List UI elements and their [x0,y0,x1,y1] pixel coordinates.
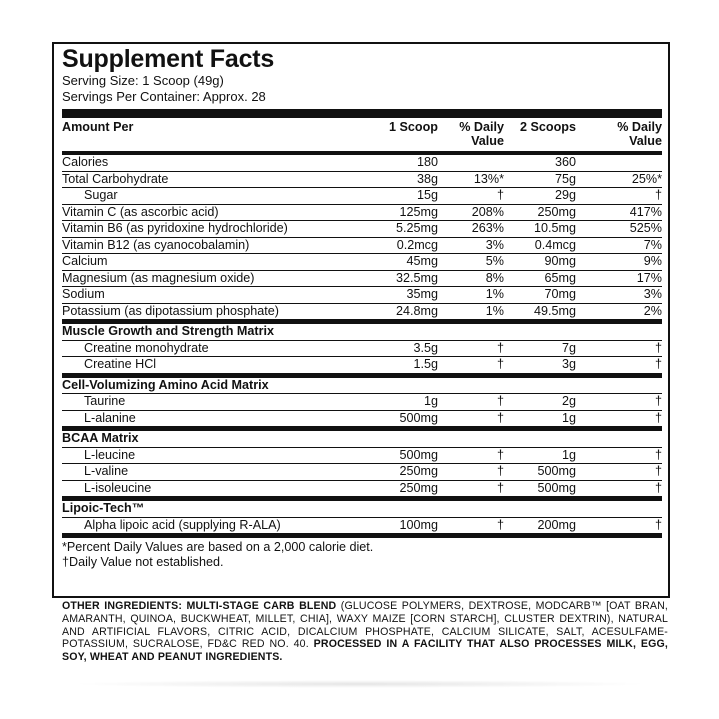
matrix-ingredient-row [62,448,662,465]
cell-amount-2-scoops: 7g [561,340,576,355]
footnote-dagger: †Daily Value not established. [62,555,224,569]
footnote-percent-daily: *Percent Daily Values are based on a 2,000 calorie diet. [62,540,374,554]
matrix-section-title: Lipoic-Tech™ [62,497,662,518]
cell-amount-1-scoop: 35mg [406,287,438,301]
header-daily-value-2 [576,120,662,148]
cell-dv-2-scoops: 25%* [631,171,662,186]
cell-dv-1-scoop: † [496,410,504,425]
cell-dv-1-scoop: † [496,447,504,462]
cell-dv-2-scoops: † [654,340,662,355]
cell-amount-2-scoops: 3g [561,357,576,371]
other-ingredients-label: OTHER INGREDIENTS: MULTI-STAGE CARB BLEND [62,600,337,612]
cell-amount-2-scoops: 90mg [544,254,576,268]
cell-name: Creatine monohydrate [84,340,209,355]
cell-dv-1-scoop: 5% [485,254,504,268]
cell-name: Creatine HCl [84,357,157,371]
cell-dv-1-scoop: † [496,394,504,408]
cell-name: L-valine [84,464,129,478]
cell-dv-1-scoop: † [496,517,504,532]
cell-amount-2-scoops: 1g [561,447,576,462]
cell-name: Calcium [62,254,108,268]
cell-amount-2-scoops: 360 [554,155,576,169]
cell-name: L-leucine [84,447,136,462]
header-amount-per: Amount Per [62,120,134,134]
cell-amount-2-scoops: 49.5mg [533,303,576,318]
nutrient-row [62,304,662,321]
cell-name: Sodium [62,287,105,301]
allergen-statement: PROCESSED IN A FACILITY THAT ALSO PROCESSES MILK, EGG, SOY, WHEAT AND PEANUT INGREDIENTS. [62,638,668,664]
header-daily-value-2-line1: % Daily [617,120,662,134]
cell-dv-1-scoop: 263% [471,221,504,235]
panel-title: Supplement Facts [62,45,275,73]
cell-dv-1-scoop: † [496,480,504,495]
cell-dv-2-scoops: † [654,394,662,408]
cell-amount-2-scoops: 500mg [537,464,576,478]
cell-amount-1-scoop: 500mg [399,447,438,462]
header-daily-value-1-line2: Value [471,134,504,148]
cell-name: Vitamin B6 (as pyridoxine hydrochloride) [62,221,288,235]
cell-name: Alpha lipoic acid (supplying R-ALA) [84,517,281,532]
matrix-sections [62,320,662,534]
matrix-ingredient-row [62,341,662,358]
nutrient-row [62,188,662,205]
cell-name: Potassium (as dipotassium phosphate) [62,303,280,318]
matrix-ingredient-row [62,357,662,374]
footnotes [62,534,662,570]
cell-amount-1-scoop: 250mg [399,480,438,495]
cell-dv-2-scoops: † [654,517,662,532]
cell-dv-1-scoop: 13%* [473,171,504,186]
cell-amount-2-scoops: 10.5mg [533,221,576,235]
cell-dv-1-scoop: 1% [485,287,504,301]
cell-amount-2-scoops: 75g [554,171,576,186]
matrix-ingredient-row [62,394,662,411]
column-header-row [62,120,662,155]
drop-shadow [70,680,650,688]
cell-amount-1-scoop: 250mg [399,464,438,478]
cell-amount-1-scoop: 5.25mg [395,221,438,235]
cell-amount-1-scoop: 1g [423,394,438,408]
nutrient-row [62,172,662,189]
cell-dv-1-scoop: † [496,340,504,355]
cell-dv-2-scoops: 417% [629,204,662,219]
other-ingredients [62,600,668,664]
cell-name: Vitamin C (as ascorbic acid) [62,204,219,219]
cell-amount-2-scoops: 2g [561,394,576,408]
cell-amount-1-scoop: 45mg [406,254,438,268]
cell-amount-2-scoops: 200mg [537,517,576,532]
matrix-ingredient-row [62,464,662,481]
cell-name: Sugar [84,188,118,202]
cell-amount-2-scoops: 65mg [544,270,576,285]
cell-dv-2-scoops: 9% [643,254,662,268]
matrix-section-title: BCAA Matrix [62,427,662,448]
nutrient-row [62,205,662,222]
matrix-ingredient-row [62,411,662,428]
cell-dv-2-scoops: † [654,447,662,462]
nutrient-row [62,221,662,238]
cell-name: Vitamin B12 (as cyanocobalamin) [62,237,250,252]
cell-dv-2-scoops: † [654,188,662,202]
matrix-section-title: Muscle Growth and Strength Matrix [62,320,662,341]
cell-amount-1-scoop: 100mg [399,517,438,532]
nutrient-row [62,238,662,255]
cell-dv-2-scoops: † [654,357,662,371]
cell-dv-2-scoops: 17% [636,270,662,285]
cell-dv-2-scoops: 3% [643,287,662,301]
nutrient-row [62,155,662,172]
serving-size: Serving Size: 1 Scoop (49g) [62,73,224,88]
cell-amount-1-scoop: 500mg [399,410,438,425]
cell-name: Magnesium (as magnesium oxide) [62,270,255,285]
cell-amount-1-scoop: 125mg [399,204,438,219]
supplement-facts-panel [52,42,670,598]
cell-dv-1-scoop: 1% [485,303,504,318]
cell-dv-2-scoops: † [654,464,662,478]
cell-amount-1-scoop: 24.8mg [395,303,438,318]
other-ingredients-text: (GLUCOSE POLYMERS, DEXTROSE, MODCARB™ [OAT BRAN, AMARANTH, QUINOA, BUCKWHEAT, MILLET, CHIA], WAXY MAIZE [CORN STARCH], CLUSTER DEXTRIN), NATURAL AND ARTIFICIAL FLAVORS, CITRIC ACID, DICALCIUM PHOSPHATE, CALCIUM SILICATE, SALT, ACESULFAME-POTASSIUM, SUCRALOSE, FD&C RED NO. 40. [62,600,669,651]
cell-dv-1-scoop: † [496,357,504,371]
header-daily-value-2-line2: Value [629,134,662,148]
cell-dv-1-scoop: 8% [485,270,504,285]
matrix-ingredient-row [62,481,662,498]
cell-amount-1-scoop: 15g [416,188,438,202]
cell-amount-2-scoops: 70mg [544,287,576,301]
nutrient-row [62,287,662,304]
cell-dv-2-scoops: † [654,410,662,425]
cell-dv-1-scoop: 3% [485,237,504,252]
thick-divider [62,109,662,118]
cell-amount-1-scoop: 0.2mcg [396,237,438,252]
nutrient-row [62,271,662,288]
cell-amount-2-scoops: 500mg [537,480,576,495]
cell-amount-1-scoop: 180 [416,155,438,169]
nutrient-row [62,254,662,271]
cell-dv-1-scoop: † [496,188,504,202]
cell-dv-2-scoops: 7% [643,237,662,252]
cell-name: Taurine [84,394,126,408]
cell-name: Calories [62,155,109,169]
cell-name: L-alanine [84,410,136,425]
cell-dv-2-scoops: 2% [643,303,662,318]
matrix-section-title: Cell-Volumizing Amino Acid Matrix [62,374,662,395]
cell-name: Total Carbohydrate [62,171,169,186]
cell-amount-2-scoops: 1g [561,410,576,425]
header-1-scoop: 1 Scoop [389,120,438,134]
cell-amount-1-scoop: 3.5g [413,340,438,355]
nutrient-rows [62,155,662,320]
header-daily-value-1-line1: % Daily [459,120,504,134]
matrix-ingredient-row [62,518,662,535]
cell-dv-1-scoop: 208% [471,204,504,219]
cell-amount-2-scoops: 0.4mcg [534,237,576,252]
header-2-scoops: 2 Scoops [520,120,576,134]
cell-dv-1-scoop: † [496,464,504,478]
header-daily-value-1 [438,120,504,148]
cell-amount-2-scoops: 29g [554,188,576,202]
cell-amount-1-scoop: 32.5mg [395,270,438,285]
servings-per-container: Servings Per Container: Approx. 28 [62,89,266,104]
cell-name: L-isoleucine [84,480,152,495]
cell-amount-1-scoop: 38g [416,171,438,186]
cell-dv-2-scoops: 525% [629,221,662,235]
cell-amount-2-scoops: 250mg [537,204,576,219]
cell-dv-2-scoops: † [654,480,662,495]
cell-amount-1-scoop: 1.5g [413,357,438,371]
